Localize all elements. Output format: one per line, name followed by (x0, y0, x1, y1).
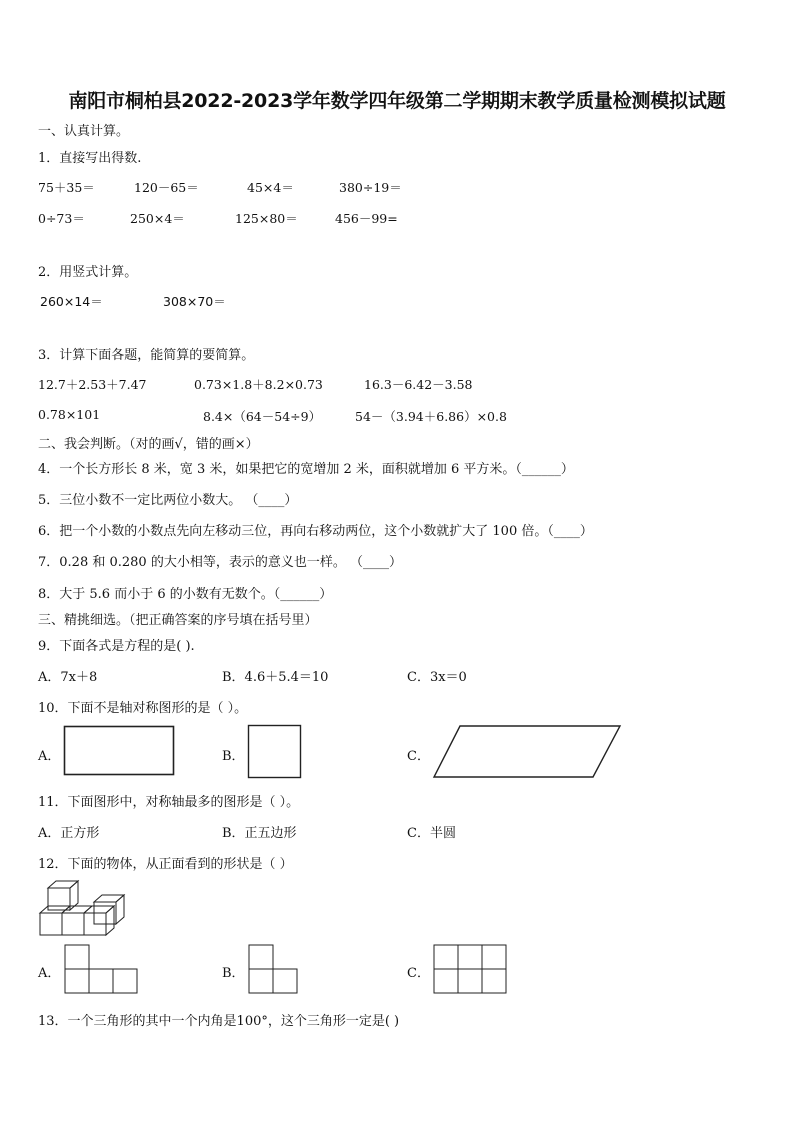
q10-option-c: C． (407, 749, 430, 764)
q10-option-b: B． (222, 749, 245, 764)
q1-item: 75＋35＝ (38, 180, 95, 195)
q1-item: 125×80＝ (235, 211, 298, 226)
q11-option-c: C．半圆 (407, 826, 456, 841)
q1-item: 45×4＝ (247, 180, 294, 195)
q10-rectangle-figure (64, 726, 174, 776)
q3-item: 12.7＋2.53＋7.47 (38, 377, 147, 392)
q11-label: 11．下面图形中，对称轴最多的图形是（ ）。 (38, 795, 300, 810)
q3-item: 0.73×1.8＋8.2×0.73 (194, 377, 323, 392)
q12-shape-c-figure (433, 944, 509, 996)
q1-item: 380÷19＝ (339, 180, 402, 195)
q10-square-figure (248, 725, 302, 779)
section1-heading: 一、认真计算。 (38, 124, 130, 139)
judge-item: 7．0.28 和 0.280 的大小相等，表示的意义也一样。 （____） (38, 555, 402, 570)
q2-item: 260×14＝ (40, 294, 103, 309)
q13-label: 13．一个三角形的其中一个内角是100°，这个三角形一定是( ) (38, 1014, 400, 1029)
q9-label: 9．下面各式是方程的是( ). (38, 639, 195, 654)
q11-option-b: B．正五边形 (222, 826, 297, 841)
q2-label: 2．用竖式计算。 (38, 265, 138, 280)
q3-item: 0.78×101 (38, 407, 101, 422)
page-title: 南阳市桐柏县2022-2023学年数学四年级第二学期期末教学质量检测模拟试题 (68, 90, 726, 112)
section3-heading: 三、精挑细选。（把正确答案的序号填在括号里） (38, 613, 318, 628)
judge-item: 8．大于 5.6 而小于 6 的小数有无数个。（______） (38, 587, 333, 602)
q9-option-c: C．3x＝0 (407, 670, 467, 685)
q10-parallelogram-figure (433, 725, 623, 778)
q12-option-b: B． (222, 966, 245, 981)
q9-option-a: A．7x＋8 (38, 670, 98, 685)
q3-item: 8.4×（64－54÷9） (203, 409, 322, 424)
q11-option-a: A．正方形 (38, 826, 100, 841)
q12-option-a: A． (38, 966, 61, 981)
q12-cube-stack-figure (38, 880, 122, 940)
q3-label: 3．计算下面各题，能简算的要简算。 (38, 348, 255, 363)
q1-item: 456－99= (335, 211, 398, 226)
section2-heading: 二、我会判断。（对的画√，错的画×） (38, 437, 259, 452)
q12-option-c: C． (407, 966, 430, 981)
q12-label: 12．下面的物体，从正面看到的形状是（ ） (38, 857, 293, 872)
judge-item: 5．三位小数不一定比两位小数大。 （____） (38, 493, 298, 508)
q1-item: 250×4＝ (130, 211, 185, 226)
q12-shape-b-figure (248, 944, 300, 996)
q12-shape-a-figure (64, 944, 138, 996)
q10-option-a: A． (38, 749, 61, 764)
q2-item: 308×70＝ (163, 294, 226, 309)
q1-item: 0÷73＝ (38, 211, 85, 226)
q9-option-b: B．4.6＋5.4＝10 (222, 670, 329, 685)
q3-item: 16.3－6.42－3.58 (364, 377, 473, 392)
q3-item: 54－（3.94＋6.86）×0.8 (355, 409, 507, 424)
q1-item: 120－65＝ (134, 180, 199, 195)
q10-label: 10．下面不是轴对称图形的是（ ）。 (38, 701, 248, 716)
q1-label: 1．直接写出得数. (38, 151, 142, 166)
judge-item: 6．把一个小数的小数点先向左移动三位，再向右移动两位，这个小数就扩大了 100 倍。（____） (38, 524, 593, 539)
judge-item: 4．一个长方形长 8 米，宽 3 米，如果把它的宽增加 2 米，面积就增加 6 平方米。（______） (38, 462, 574, 477)
